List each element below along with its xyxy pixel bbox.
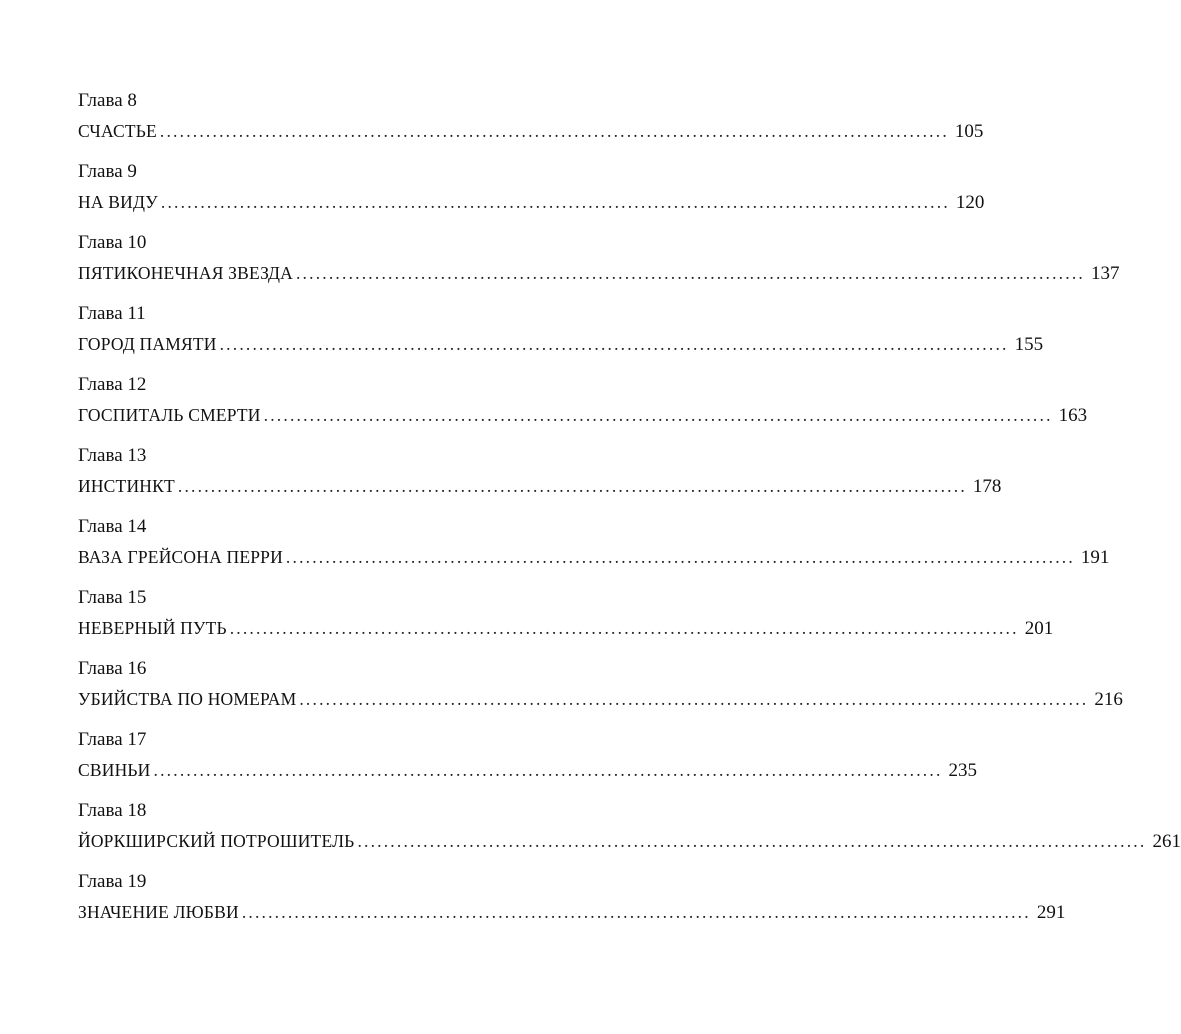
dot-leader: ........................................................................................................................ [153, 760, 943, 780]
dot-leader: ........................................................................................................................ [159, 121, 949, 141]
chapter-title: ГОРОД ПАМЯТИ [78, 334, 217, 354]
toc-entry[interactable] [78, 655, 1123, 726]
toc-entry[interactable] [78, 158, 985, 229]
chapter-title: СВИНЬИ [78, 760, 151, 780]
dot-leader: ........................................................................................................................ [160, 192, 950, 212]
chapter-title-line [78, 259, 1120, 289]
page-number: 201 [1024, 618, 1054, 639]
toc-entry[interactable] [78, 442, 1002, 513]
chapter-label: Глава 13 [78, 445, 147, 466]
chapter-title-line [78, 401, 1088, 431]
toc-entry[interactable] [78, 726, 978, 797]
page-number: 261 [1152, 831, 1181, 852]
chapter-title: ПЯТИКОНЕЧНАЯ ЗВЕЗДА [78, 263, 293, 283]
chapter-title-line [78, 330, 1044, 360]
page-number: 216 [1094, 689, 1123, 710]
dot-leader: ........................................................................................................................ [241, 902, 1031, 922]
toc-entry[interactable] [78, 868, 1066, 939]
chapter-label: Глава 15 [78, 587, 147, 608]
page-number: 163 [1058, 405, 1088, 426]
toc-entry[interactable] [78, 300, 1044, 371]
chapter-title: ЙОРКШИРСКИЙ ПОТРОШИТЕЛЬ [78, 831, 355, 851]
page-number: 291 [1036, 902, 1066, 923]
table-of-contents [78, 87, 1181, 939]
chapter-title-line [78, 543, 1110, 573]
dot-leader: ........................................................................................................................ [177, 476, 967, 496]
page-number: 155 [1014, 334, 1044, 355]
page-number: 137 [1090, 263, 1120, 284]
toc-entry[interactable] [78, 229, 1120, 300]
chapter-label: Глава 12 [78, 374, 147, 395]
chapter-label: Глава 14 [78, 516, 147, 537]
dot-leader: ........................................................................................................................ [229, 618, 1019, 638]
chapter-label: Глава 16 [78, 658, 147, 679]
chapter-title: НЕВЕРНЫЙ ПУТЬ [78, 618, 227, 638]
chapter-label: Глава 8 [78, 90, 137, 111]
dot-leader: ........................................................................................................................ [295, 263, 1085, 283]
chapter-title-line [78, 898, 1066, 928]
toc-entry[interactable] [78, 87, 984, 158]
chapter-title: УБИЙСТВА ПО НОМЕРАМ [78, 689, 297, 709]
chapter-label: Глава 11 [78, 303, 146, 324]
chapter-title-line [78, 827, 1181, 857]
chapter-label: Глава 9 [78, 161, 137, 182]
dot-leader: ........................................................................................................................ [263, 405, 1053, 425]
dot-leader: ........................................................................................................................ [219, 334, 1009, 354]
page-number: 191 [1080, 547, 1110, 568]
page-number: 105 [954, 121, 984, 142]
page-number: 178 [972, 476, 1002, 497]
toc-entry[interactable] [78, 584, 1054, 655]
toc-entry[interactable] [78, 513, 1110, 584]
page-number: 120 [955, 192, 985, 213]
chapter-title-line [78, 472, 1002, 502]
chapter-title-line [78, 117, 984, 147]
chapter-title-line [78, 685, 1123, 715]
chapter-title-line [78, 756, 978, 786]
chapter-label: Глава 19 [78, 871, 147, 892]
chapter-label: Глава 10 [78, 232, 147, 253]
dot-leader: ........................................................................................................................ [285, 547, 1075, 567]
chapter-title-line [78, 614, 1054, 644]
chapter-title: ИНСТИНКТ [78, 476, 175, 496]
toc-entry[interactable] [78, 371, 1088, 442]
chapter-title: ВАЗА ГРЕЙСОНА ПЕРРИ [78, 547, 283, 567]
chapter-label: Глава 18 [78, 800, 147, 821]
chapter-label: Глава 17 [78, 729, 147, 750]
chapter-title: ГОСПИТАЛЬ СМЕРТИ [78, 405, 261, 425]
dot-leader: ........................................................................................................................ [357, 831, 1147, 851]
page-number: 235 [948, 760, 978, 781]
toc-entry[interactable] [78, 797, 1181, 868]
chapter-title-line [78, 188, 985, 218]
dot-leader: ........................................................................................................................ [299, 689, 1089, 709]
chapter-title: НА ВИДУ [78, 192, 158, 212]
chapter-title: ЗНАЧЕНИЕ ЛЮБВИ [78, 902, 239, 922]
chapter-title: СЧАСТЬЕ [78, 121, 157, 141]
